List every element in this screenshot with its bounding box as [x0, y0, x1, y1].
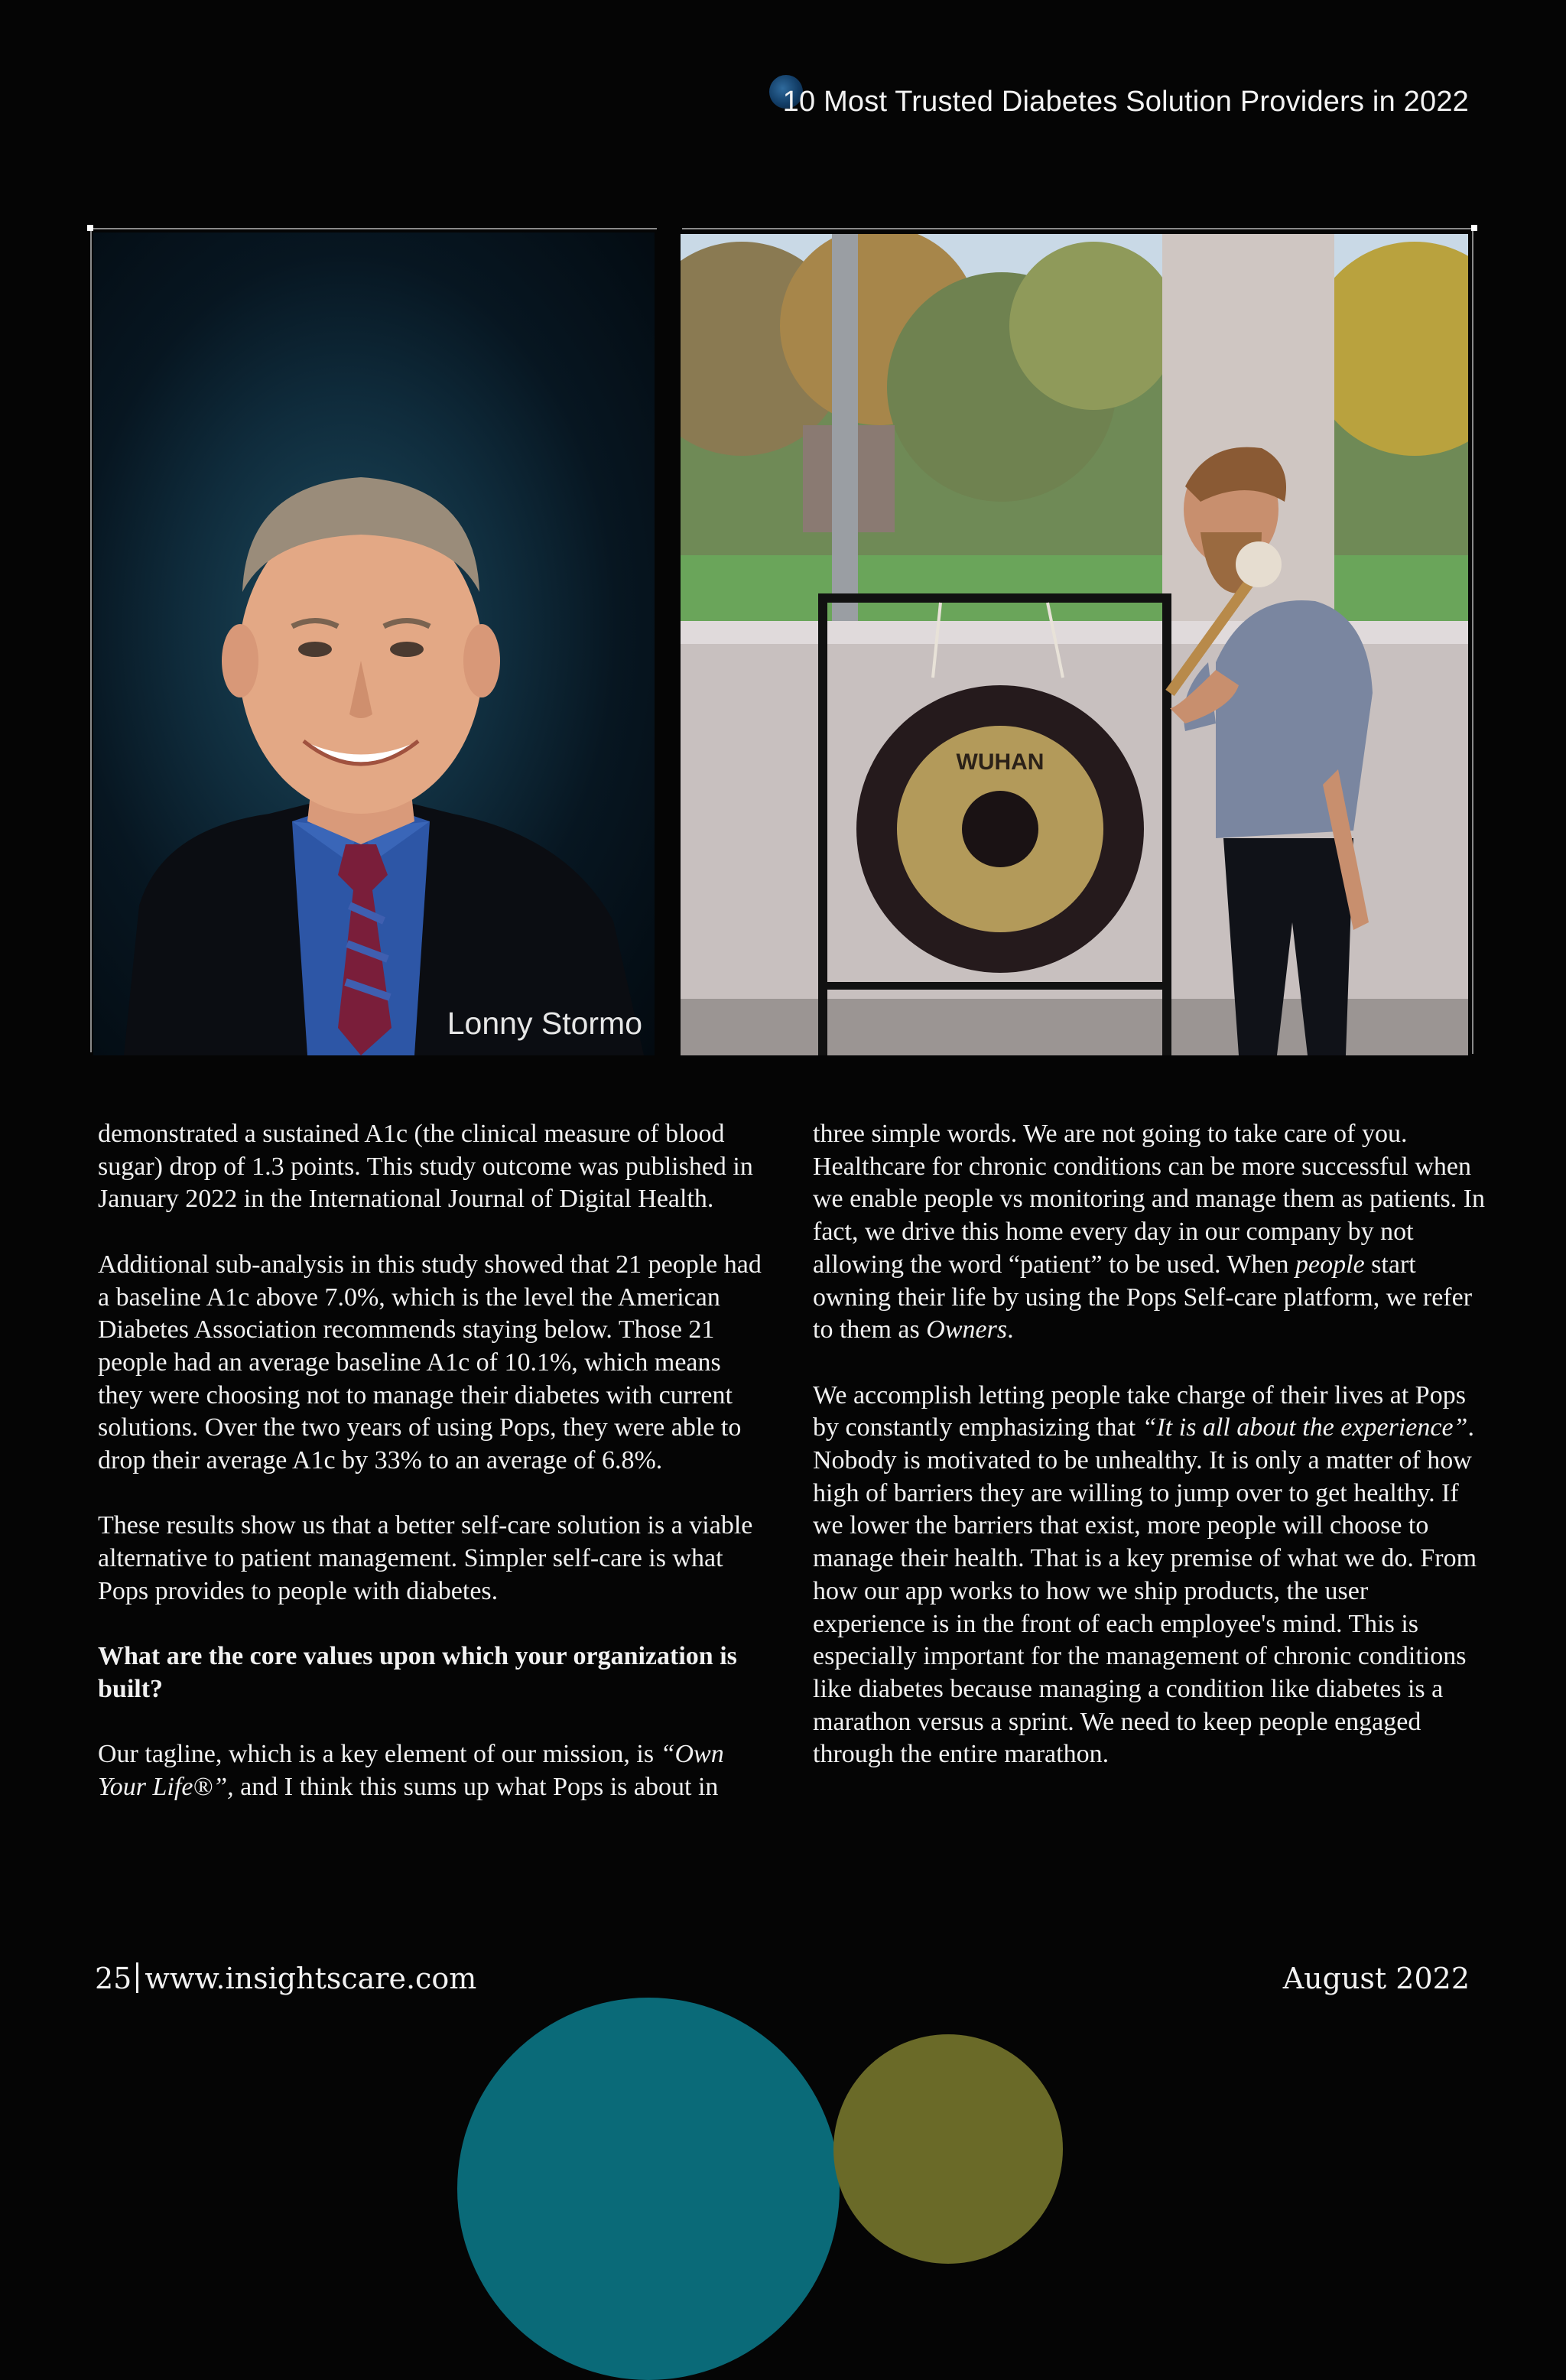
decorative-olive-circle	[833, 2034, 1063, 2264]
experience-quote: “It is all about the experience”	[1142, 1413, 1468, 1442]
tagline-outro-text: and I think this sums up what Pops is about in	[233, 1773, 719, 1801]
portrait-illustration	[93, 232, 655, 1055]
footer-separator	[136, 1962, 138, 1993]
portrait-photo	[93, 232, 655, 1055]
article-left-column	[98, 1118, 771, 1836]
owners-text-c: .	[1007, 1315, 1014, 1344]
interview-question: What are the core values upon which your organization is built?	[98, 1642, 737, 1703]
experience-text-a: We accomplish letting people take charge of their lives at Pops by constantly emphasizing that	[813, 1380, 1466, 1442]
issue-date: August 2022	[1282, 1962, 1470, 1995]
paragraph-results: These results show us that a better self-care solution is a viable alternative to patient management. Simpler self-care is what Pops provides to people with diabetes.	[98, 1511, 753, 1605]
article-right-column	[813, 1118, 1486, 1804]
footer-page-info	[95, 1962, 476, 1995]
paragraph-owners	[813, 1118, 1486, 1347]
owners-people-italic: people	[1295, 1250, 1365, 1279]
running-header-title: 10 Most Trusted Diabetes Solution Providers in 2022	[782, 86, 1469, 118]
tagline-quote: “Own Your Life®”,	[98, 1740, 724, 1801]
gong-scene-illustration	[681, 234, 1468, 1055]
paragraph-experience	[813, 1380, 1486, 1771]
owners-word-italic: Owners	[926, 1315, 1008, 1344]
paragraph-tagline	[98, 1738, 771, 1803]
gong-brand-text: WUHAN	[956, 749, 1045, 775]
owners-text-b: start owning their life by using the Pops Self-care platform, we refer to them as	[813, 1250, 1473, 1344]
page-number: 25	[95, 1962, 132, 1995]
portrait-caption: Lonny Stormo	[447, 1006, 642, 1041]
gong-photo	[681, 234, 1468, 1055]
website-link[interactable]: www.insightscare.com	[145, 1962, 477, 1995]
decorative-teal-circle	[457, 1998, 840, 2380]
owners-text-a: three simple words. We are not going to take care of you. Healthcare for chronic conditions can be more successful when we enable people vs monitoring and manage them as patients. In fact, we drive this home every day in our company by not allowing the word “patient” to be used. When	[813, 1120, 1486, 1279]
experience-text-b: . Nobody is motivated to be unhealthy. It is only a matter of how high of barriers they are willing to jump over to get healthy. If we lower the barriers that exist, more people will choose to manage their health. That is a key premise of what we do. From how our app works to how we ship products, the user experience is in the front of each employee's mind. This is especially important for the management of chronic conditions like diabetes because managing a condition like diabetes is a marathon versus a sprint. We need to keep people engaged through the entire marathon.	[813, 1413, 1477, 1769]
tagline-intro-text: Our tagline, which is a key element of our mission, is	[98, 1740, 661, 1769]
paragraph-sub-analysis: Additional sub-analysis in this study showed that 21 people had a baseline A1c above 7.0%, which is the level the American Diabetes Association recommends staying below. Those 21 people had an average baseline A1c of 10.1%, which means they were choosing not to manage their diabetes with current solutions. Over the two years of using Pops, they were able to drop their average A1c by 33% to an average of 6.8%.	[98, 1250, 762, 1475]
paragraph-study-outcome: demonstrated a sustained A1c (the clinical measure of blood sugar) drop of 1.3 points. This study outcome was published in January 2022 in the International Journal of Digital Health.	[98, 1120, 753, 1214]
